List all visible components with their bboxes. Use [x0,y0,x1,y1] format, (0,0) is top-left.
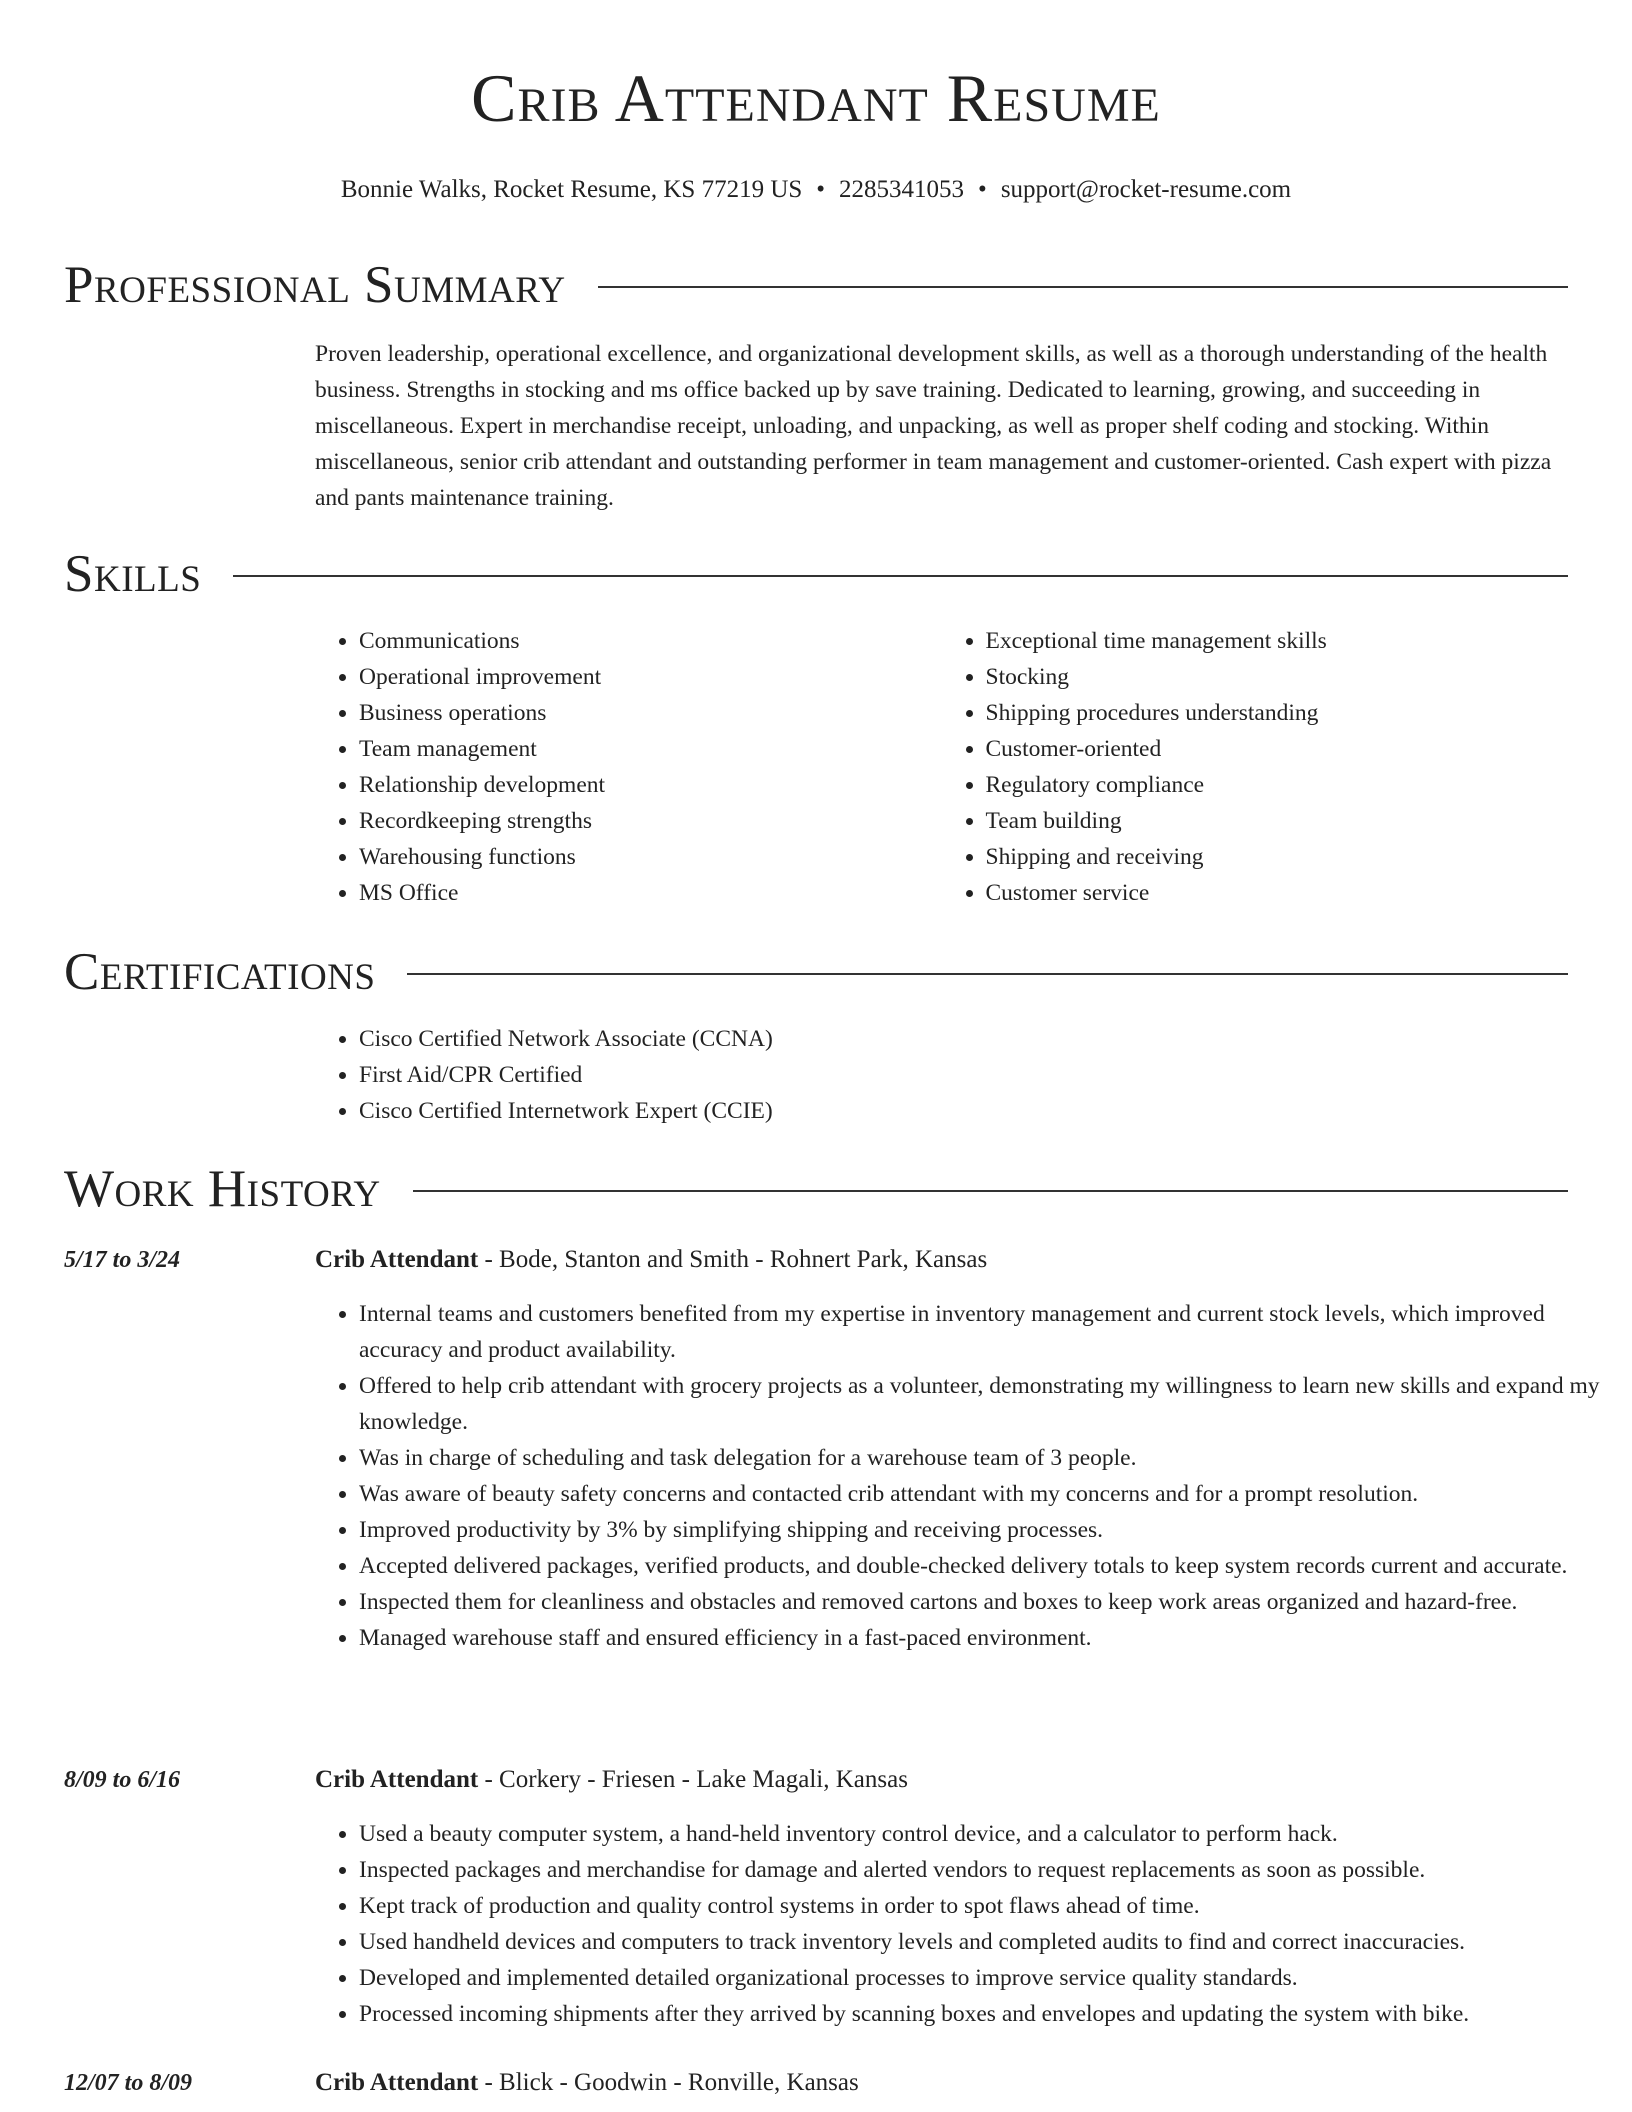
job-bullet: • Accepted delivered packages, verified products, and double-checked delivery totals to keep system records current and accurate. [359,1548,1612,1584]
skill-item: • Regulatory compliance [986,767,1569,803]
contact-line [64,174,1568,206]
job-bullet: • Offered to help crib attendant with grocery projects as a volunteer, demonstrating my willingness to learn new skills and expand my knowledge. [359,1368,1612,1440]
job-bullet: • Used handheld devices and computers to track inventory levels and completed audits to find and correct inaccuracies. [359,1924,1612,1960]
job-bullet: • Inspected packages and merchandise for damage and alerted vendors to request replacements as soon as possible. [359,1852,1612,1888]
job-role [315,1242,987,1278]
job-role [315,2065,859,2101]
job-title: Crib Attendant [315,1246,479,1273]
skill-item: • Warehousing functions [359,839,942,875]
section-divider [598,286,1568,288]
certification-item: • Cisco Certified Internetwork Expert (CCIE) [359,1093,1568,1129]
skills-section-header [64,544,1568,604]
job-company: - Bode, Stanton and Smith - Rohnert Park, Kansas [478,1246,988,1273]
job-company: - Blick - Goodwin - Ronville, Kansas [478,2069,859,2096]
skill-item: • Operational improvement [359,659,942,695]
work-history-heading: Work History [64,1160,381,1218]
job-dates: 8/09 to 6/16 [64,1767,181,1793]
job-bullet: • Managed warehouse staff and ensured efficiency in a fast-paced environment. [359,1620,1612,1656]
job-bullet: • Used a beauty computer system, a hand-held inventory control device, and a calculator to perform hack. [359,1816,1612,1852]
job-bullet: • Was in charge of scheduling and task delegation for a warehouse team of 3 people. [359,1440,1612,1476]
contact-phone: 2285341053 [839,176,965,203]
section-divider [407,973,1568,975]
job-bullet: • Developed and implemented detailed organizational processes to improve service quality standards. [359,1960,1612,1996]
job-bullet: • Improved productivity by 3% by simplifying shipping and receiving processes. [359,1512,1612,1548]
resume-title: Crib Attendant Resume [471,60,1161,136]
skill-item: • Business operations [359,695,942,731]
skills-heading: Skills [64,545,202,603]
contact-address: Bonnie Walks, Rocket Resume, KS 77219 US [340,176,803,203]
summary-text: Proven leadership, operational excellence, and organizational development skills, as well as a thorough understanding of the health business. Strengths in stocking and ms office backed up by save training. Dedicated to learning, growing, and succeeding in miscellaneous. Expert in merchandise receipt, unloading, and unpacking, as well as proper shelf coding and stocking. Within miscellaneous, senior crib attendant and outstanding performer in team management and customer-oriented. Cash expert with pizza and pants maintenance training. [315,341,1552,511]
contact-separator: • [816,176,826,203]
job-bullet: • Was aware of beauty safety concerns and contacted crib attendant with my concerns and for a prompt resolution. [359,1476,1612,1512]
contact-separator: • [978,176,987,203]
certifications-list [315,1021,1568,1129]
skill-item: • Recordkeeping strengths [359,803,942,839]
skill-item: • Communications [359,623,942,659]
section-divider [413,1190,1568,1192]
skill-item: • Customer service [986,875,1569,911]
job-bullets [315,1296,1612,1656]
job-role [315,1762,908,1798]
job-bullet: • Processed incoming shipments after they arrived by scanning boxes and envelopes and updating the system with bike. [359,1996,1612,2032]
skill-item: • Stocking [986,659,1569,695]
contact-email: support@rocket-resume.com [1000,176,1292,203]
skills-right-column [942,623,1569,911]
skill-item: • MS Office [359,875,942,911]
skill-item: • Exceptional time management skills [986,623,1569,659]
skill-item: • Shipping procedures understanding [986,695,1569,731]
certification-item: • Cisco Certified Network Associate (CCNA) [359,1021,1568,1057]
job-dates: 5/17 to 3/24 [64,1247,181,1273]
skills-left-column [315,623,942,911]
certification-item: • First Aid/CPR Certified [359,1057,1568,1093]
job-dates: 12/07 to 8/09 [64,2070,193,2096]
skill-item: • Customer-oriented [986,731,1569,767]
certifications-heading: Certifications [64,943,376,1001]
skill-item: • Team building [986,803,1569,839]
summary-body [315,336,1568,516]
job-bullet: • Kept track of production and quality control systems in order to spot flaws ahead of time. [359,1888,1612,1924]
job-company: - Corkery - Friesen - Lake Magali, Kansas [478,1766,908,1793]
skill-item: • Shipping and receiving [986,839,1569,875]
job-title: Crib Attendant [315,1766,479,1793]
job-bullet: • Internal teams and customers benefited from my expertise in inventory management and current stock levels, which improved accuracy and product availability. [359,1296,1612,1368]
section-divider [233,575,1568,577]
skills-list [315,623,1568,911]
skill-item: • Team management [359,731,942,767]
job-title: Crib Attendant [315,2069,479,2096]
work-history-section-header [64,1159,1568,1219]
skill-item: • Relationship development [359,767,942,803]
summary-heading: Professional Summary [64,256,566,314]
summary-section-header [64,255,1568,315]
certifications-section-header [64,942,1568,1002]
job-bullets [315,1816,1612,2032]
job-bullet: • Inspected them for cleanliness and obstacles and removed cartons and boxes to keep work areas organized and hazard-free. [359,1584,1612,1620]
